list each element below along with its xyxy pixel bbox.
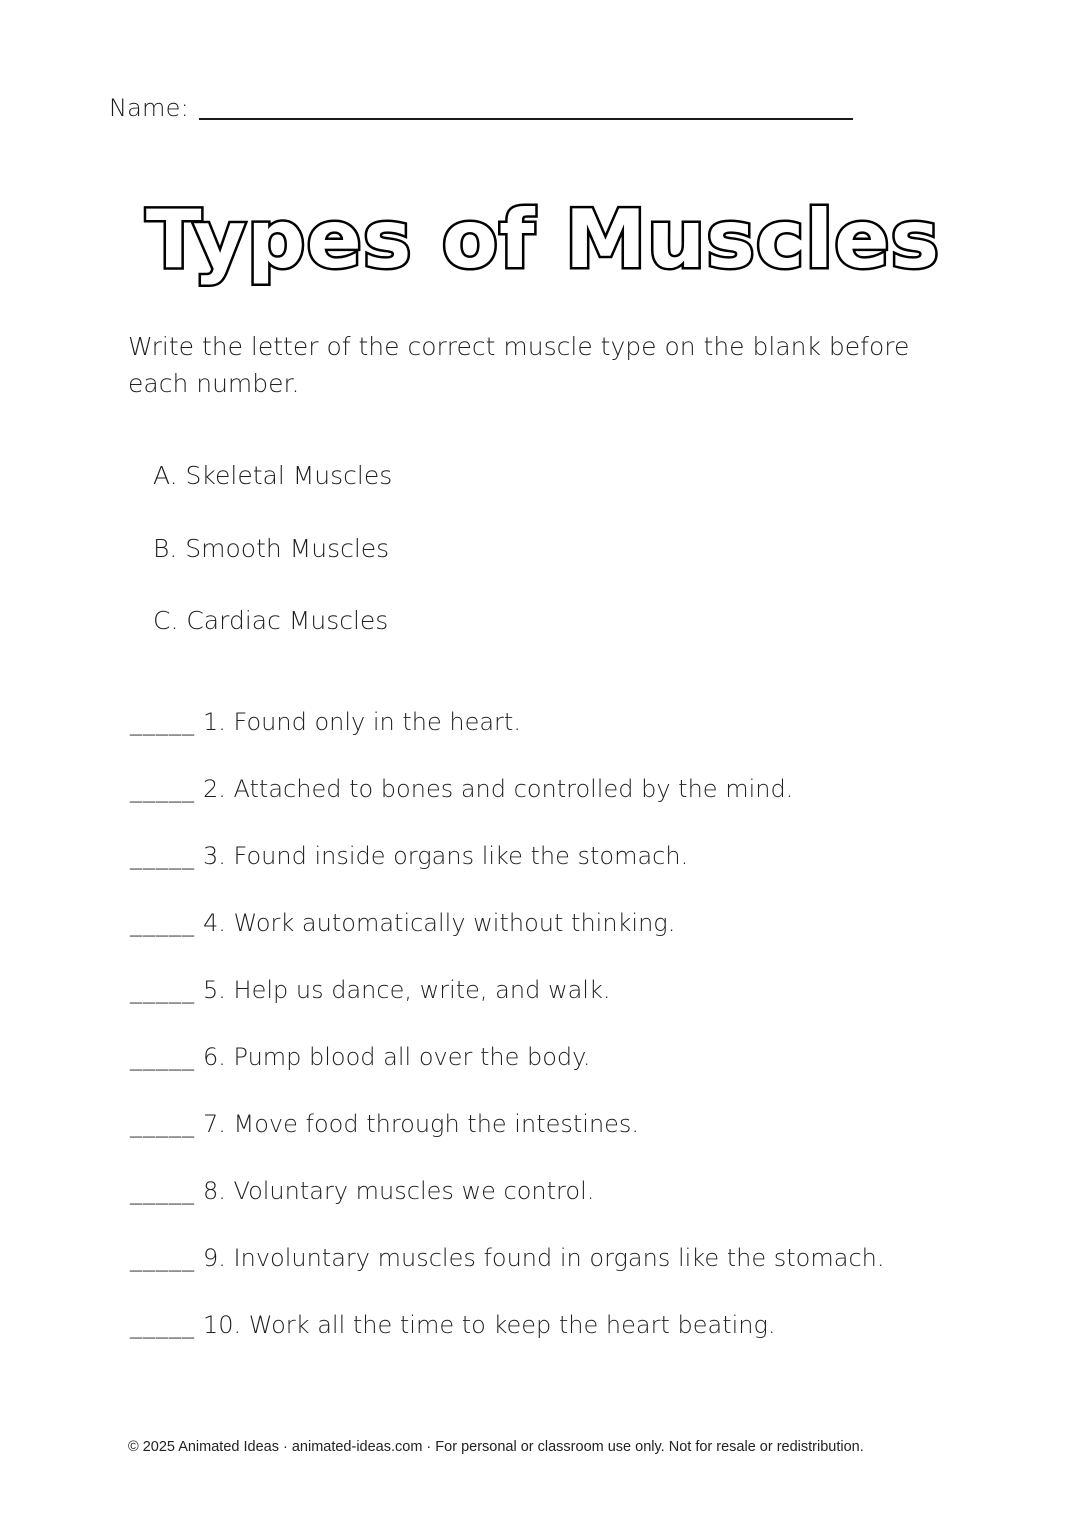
- question-text: 7. Move food through the intestines.: [203, 1110, 640, 1138]
- question-item: [130, 1038, 884, 1105]
- answer-blank[interactable]: _____: [130, 1177, 195, 1205]
- name-blank-line[interactable]: [199, 118, 853, 120]
- question-text: 2. Attached to bones and controlled by the mind.: [203, 775, 794, 803]
- answer-blank[interactable]: _____: [130, 976, 195, 1004]
- answer-blank[interactable]: _____: [130, 909, 195, 937]
- worksheet-title: Types of Muscles: [145, 193, 941, 286]
- answer-blank[interactable]: _____: [130, 775, 195, 803]
- question-item: [130, 1306, 884, 1373]
- instructions-text: Write the letter of the correct muscle type on the blank before each number.: [128, 332, 910, 398]
- question-text: 1. Found only in the heart.: [203, 708, 521, 736]
- question-item: [130, 1105, 884, 1172]
- answer-blank[interactable]: _____: [130, 708, 195, 736]
- option-smooth: B. Smooth Muscles: [153, 533, 390, 563]
- option-skeletal: A. Skeletal Muscles: [153, 461, 393, 490]
- question-text: 3. Found inside organs like the stomach.: [203, 842, 689, 870]
- question-item: [130, 837, 884, 904]
- answer-blank[interactable]: _____: [130, 1311, 195, 1339]
- name-field-row: [109, 92, 853, 124]
- question-text: 4. Work automatically without thinking.: [203, 909, 676, 937]
- question-text: 5. Help us dance, write, and walk.: [203, 976, 611, 1004]
- answer-blank[interactable]: _____: [130, 1244, 195, 1272]
- answer-options-list: [153, 456, 392, 674]
- question-text: 8. Voluntary muscles we control.: [203, 1177, 595, 1205]
- answer-blank[interactable]: _____: [130, 1110, 195, 1138]
- question-text: 6. Pump blood all over the body.: [203, 1043, 591, 1071]
- footer-text: © 2025 Animated Ideas · animated-ideas.com · For personal or classroom use only. Not for resale or redistribution.: [128, 1439, 864, 1455]
- question-item: [130, 770, 884, 837]
- question-item: [130, 971, 884, 1038]
- question-text: 9. Involuntary muscles found in organs like the stomach.: [203, 1244, 885, 1272]
- copyright-footer: [0, 1439, 1086, 1455]
- question-item: [130, 1172, 884, 1239]
- answer-blank[interactable]: _____: [130, 1043, 195, 1071]
- question-item: [130, 1239, 884, 1306]
- questions-list: [130, 703, 884, 1373]
- name-label: Name:: [109, 94, 189, 122]
- option-cardiac: C. Cardiac Muscles: [153, 606, 389, 635]
- answer-blank[interactable]: _____: [130, 842, 195, 870]
- question-text: 10. Work all the time to keep the heart beating.: [203, 1311, 776, 1339]
- question-item: [130, 904, 884, 971]
- question-item: [130, 703, 884, 770]
